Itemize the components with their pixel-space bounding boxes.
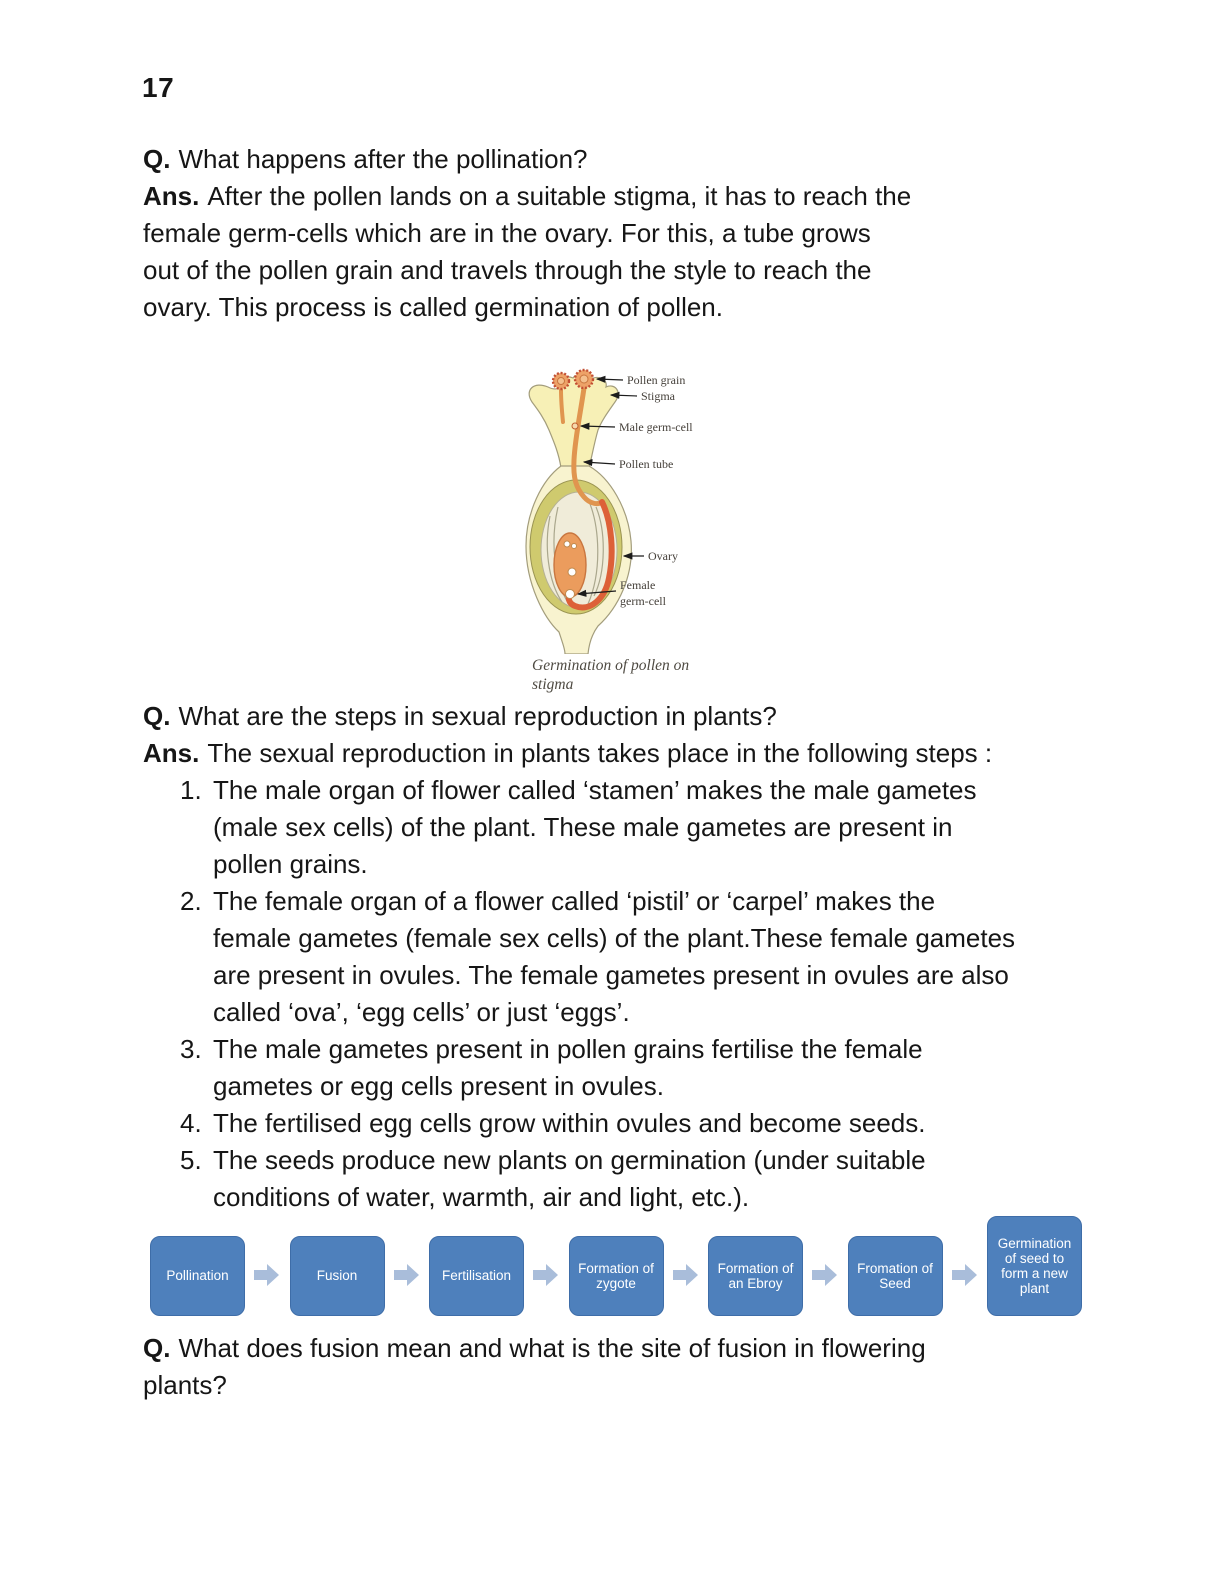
female-germ-cell-dot xyxy=(566,590,575,599)
pollen-grain-core xyxy=(580,375,588,383)
qa-block-pollination xyxy=(143,141,1103,326)
question-prefix: Q. xyxy=(143,144,171,174)
list-item-number: 5. xyxy=(180,1145,202,1175)
question-line xyxy=(143,1330,1103,1367)
list-item-number: 2. xyxy=(180,886,202,916)
list-item xyxy=(143,1105,1103,1142)
flow-arrow-icon xyxy=(812,1263,838,1287)
list-item-line: The male organ of flower called ‘stamen’ makes the male gametes xyxy=(213,775,977,805)
flow-step-label: Formation of an Ebroy xyxy=(717,1260,794,1291)
list-item-line: The seeds produce new plants on germination (under suitable xyxy=(213,1145,926,1175)
flow-step-fertilisation xyxy=(429,1236,524,1316)
flow-step-label: Formation of zygote xyxy=(578,1260,654,1291)
female-germ-cell-label-line2: germ-cell xyxy=(620,594,666,608)
flow-arrow-icon xyxy=(254,1263,280,1287)
question-line xyxy=(143,141,1103,178)
male-germ-cell-dot xyxy=(572,423,578,429)
list-item xyxy=(143,883,1103,1031)
flow-arrow-icon xyxy=(394,1263,420,1287)
flow-step-fusion xyxy=(290,1236,385,1316)
answer-line: out of the pollen grain and travels through the style to reach the xyxy=(143,255,872,285)
list-item-line: conditions of water, warmth, air and light, etc.). xyxy=(213,1182,750,1212)
list-item-line: The female organ of a flower called ‘pistil’ or ‘carpel’ makes the xyxy=(213,886,936,916)
pollen-germination-diagram xyxy=(518,366,718,694)
list-item-text xyxy=(213,772,1103,883)
flow-arrow-icon xyxy=(533,1263,559,1287)
flow-step-formation-of-zygote xyxy=(569,1236,664,1316)
list-item-number: 4. xyxy=(180,1108,202,1138)
list-item-line: gametes or egg cells present in ovules. xyxy=(213,1071,664,1101)
answer-line xyxy=(143,178,1103,215)
flow-step-label: Fusion xyxy=(316,1268,358,1284)
flow-arrow-icon xyxy=(952,1263,978,1287)
flow-step-label: Fromation of Seed xyxy=(857,1260,933,1291)
qa-block-fusion xyxy=(143,1330,1103,1404)
question-line xyxy=(143,698,1103,735)
flow-step-formation-of-embryo xyxy=(708,1236,803,1316)
flow-step-formation-of-seed xyxy=(848,1236,943,1316)
question-prefix: Q. xyxy=(143,1333,171,1363)
flow-step-pollination xyxy=(150,1236,245,1316)
germ-cell-dot xyxy=(568,568,576,576)
numbered-steps-list xyxy=(143,772,1103,1216)
male-germ-cell-label: Male germ-cell xyxy=(619,420,693,434)
list-item-number: 1. xyxy=(180,775,202,805)
flow-step-label: Germination of seed to form a new plant xyxy=(997,1235,1072,1297)
pollen-tube-label: Pollen tube xyxy=(619,457,674,471)
short-pollen-tube-path xyxy=(561,390,563,422)
list-item xyxy=(143,1142,1103,1216)
question-text: What does fusion mean and what is the site of fusion in flowering xyxy=(178,1333,926,1363)
diagram-caption-line: Germination of pollen on xyxy=(532,657,690,674)
answer-line xyxy=(143,735,1103,772)
ovary-label: Ovary xyxy=(648,549,678,563)
answer-line: female germ-cells which are in the ovary. For this, a tube grows xyxy=(143,218,871,248)
list-item-text xyxy=(213,1031,1103,1105)
list-item xyxy=(143,772,1103,883)
list-item-text xyxy=(213,883,1103,1031)
answer-text: The sexual reproduction in plants takes place in the following steps : xyxy=(207,738,993,768)
answer-line: ovary. This process is called germination of pollen. xyxy=(143,292,723,322)
answer-text: After the pollen lands on a suitable stigma, it has to reach the xyxy=(207,181,912,211)
list-item-line: are present in ovules. The female gametes present in ovules are also xyxy=(213,960,1009,990)
answer-prefix: Ans. xyxy=(143,738,200,768)
female-germ-cell-label-line1: Female xyxy=(620,578,656,592)
question-line: plants? xyxy=(143,1370,227,1400)
reproduction-flowchart xyxy=(150,1216,1082,1316)
list-item-line: The fertilised egg cells grow within ovules and become seeds. xyxy=(213,1108,926,1138)
germ-cell-dot xyxy=(564,541,570,547)
flow-step-label: Fertilisation xyxy=(441,1268,512,1284)
list-item-line: female gametes (female sex cells) of the plant.These female gametes xyxy=(213,923,1016,953)
germ-cell-dot xyxy=(572,544,577,549)
list-item-text xyxy=(213,1142,1103,1216)
stigma-label: Stigma xyxy=(641,389,676,403)
flow-arrow-icon xyxy=(673,1263,699,1287)
question-text: What are the steps in sexual reproduction in plants? xyxy=(178,701,777,731)
flower-cross-section-illustration xyxy=(518,366,718,654)
list-item-line: called ‘ova’, ‘egg cells’ or just ‘eggs’. xyxy=(213,997,630,1027)
diagram-caption xyxy=(532,656,707,694)
qa-block-reproduction-steps xyxy=(143,698,1103,1216)
answer-prefix: Ans. xyxy=(143,181,200,211)
list-item-line: (male sex cells) of the plant. These male gametes are present in xyxy=(213,812,953,842)
list-item xyxy=(143,1031,1103,1105)
pollen-grain-core xyxy=(558,378,565,385)
page-number: 17 xyxy=(142,72,175,103)
question-prefix: Q. xyxy=(143,701,171,731)
flow-step-label: Pollination xyxy=(166,1268,229,1284)
flow-step-germination xyxy=(987,1216,1082,1316)
diagram-caption-line: stigma xyxy=(532,676,574,693)
list-item-text xyxy=(213,1105,1103,1142)
question-text: What happens after the pollination? xyxy=(178,144,588,174)
list-item-line: pollen grains. xyxy=(213,849,368,879)
list-item-number: 3. xyxy=(180,1034,202,1064)
list-item-line: The male gametes present in pollen grains fertilise the female xyxy=(213,1034,923,1064)
pollen-grain-label: Pollen grain xyxy=(627,373,686,387)
